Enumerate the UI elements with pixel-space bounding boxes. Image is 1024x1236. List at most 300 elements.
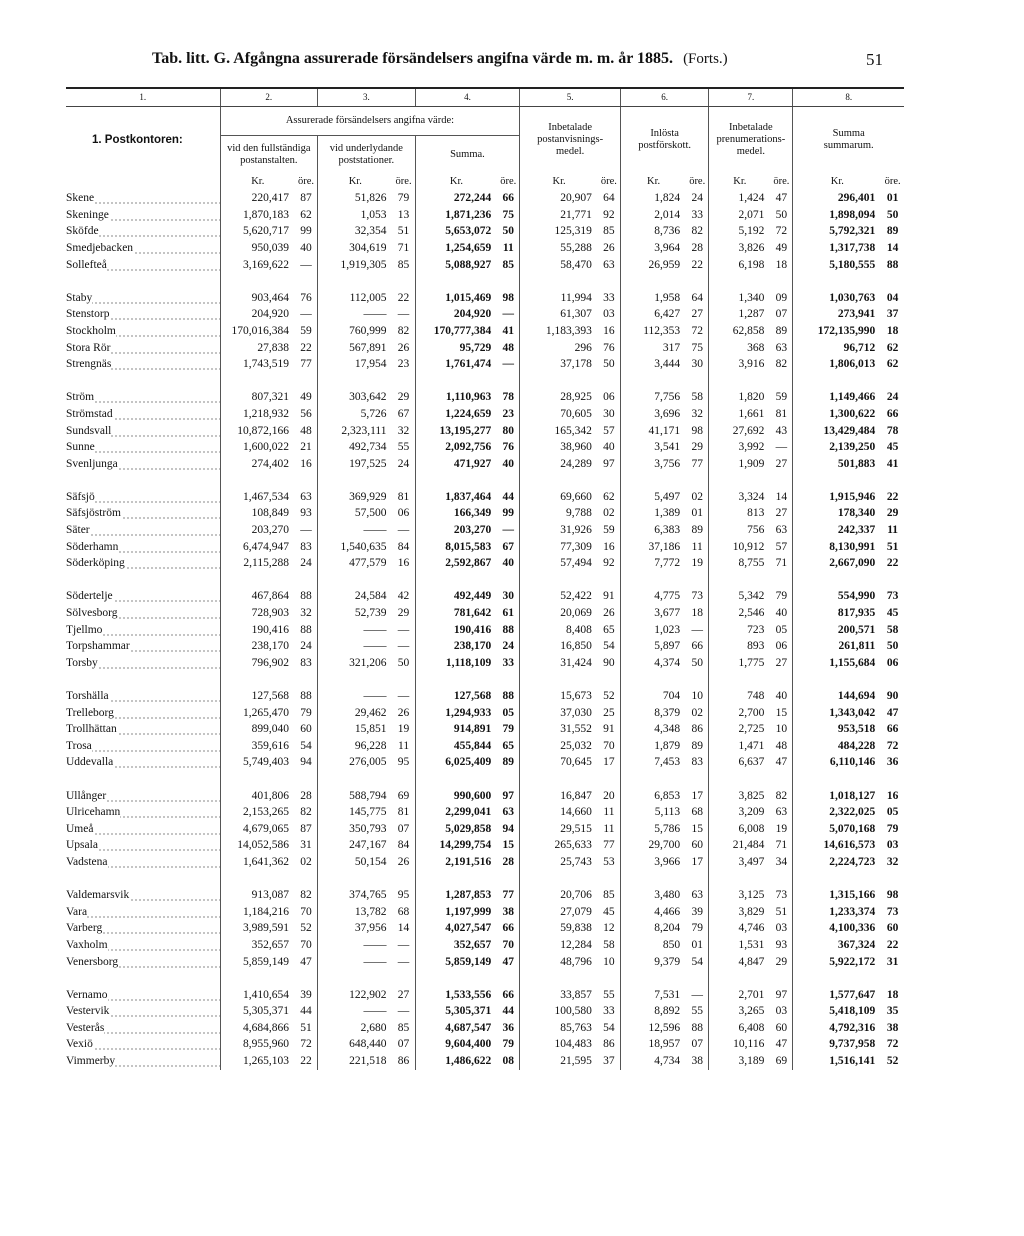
kronor-cell: 3,825 — [709, 788, 771, 805]
ore-cell: 50 — [886, 640, 899, 653]
kronor-cell: 2,323,111 — [318, 423, 393, 440]
kronor-cell: 96,712 — [793, 340, 881, 357]
ore-cell: 89 — [691, 524, 703, 537]
kronor-cell: 352,657 — [415, 937, 497, 954]
ore-cell: 51 — [397, 225, 410, 238]
ore-cell: 64 — [691, 291, 703, 304]
ore-cell: 55 — [397, 441, 410, 454]
kronor-cell: 3,696 — [620, 406, 686, 423]
kronor-cell: 20,069 — [520, 605, 598, 622]
table-row — [66, 738, 904, 755]
table-row — [66, 804, 904, 821]
ore-cell: 05 — [886, 806, 899, 819]
kronor-cell: 850 — [620, 937, 686, 954]
postkontor-name-text: Vernamo — [66, 988, 108, 1001]
kronor-cell: 5,792,321 — [793, 223, 881, 240]
kronor-cell: 26,959 — [620, 257, 686, 274]
ore-cell: 50 — [397, 656, 410, 669]
ore-cell: 30 — [691, 358, 703, 371]
ore-cell: 33 — [603, 1005, 615, 1018]
ore-cell: 73 — [775, 889, 788, 902]
kronor-cell: 247,167 — [318, 837, 393, 854]
postkontor-name-text: Vesterås — [66, 1021, 105, 1034]
kronor-cell: 125,319 — [520, 223, 598, 240]
kronor-cell: 12,284 — [520, 937, 598, 954]
postkontor-name — [66, 788, 220, 805]
unit-kr: Kr. — [709, 174, 771, 191]
kronor-cell: 11,994 — [520, 290, 598, 307]
ore-cell: 70 — [300, 938, 312, 951]
table-row — [66, 539, 904, 556]
ore-cell: 08 — [502, 1055, 515, 1068]
kronor-cell: 14,616,573 — [793, 837, 881, 854]
postkontor-name-text: Ullånger — [66, 789, 107, 802]
ore-cell: 44 — [502, 490, 515, 503]
kronor-cell: 1,184,216 — [220, 904, 295, 921]
kronor-cell: 304,619 — [318, 240, 393, 257]
ore-cell: 72 — [886, 1038, 899, 1051]
postkontor-name-text: Söderhamn — [66, 540, 119, 553]
ore-cell: 58 — [691, 391, 703, 404]
kronor-cell: 100,580 — [520, 1003, 598, 1020]
postkontor-name — [66, 522, 220, 539]
kronor-cell: 990,600 — [415, 788, 497, 805]
postkontor-name — [66, 240, 220, 257]
table-row — [66, 937, 904, 954]
ore-cell: 24 — [300, 557, 312, 570]
ore-cell: 97 — [775, 988, 788, 1001]
kronor-cell: 5,342 — [709, 588, 771, 605]
postkontor-name — [66, 937, 220, 954]
kronor-cell: 1,300,622 — [793, 406, 881, 423]
ore-cell: — — [300, 258, 312, 271]
kronor-cell: 2,014 — [620, 207, 686, 224]
kronor-cell: 165,342 — [520, 423, 598, 440]
postkontor-name-text: Säfsjöström — [66, 507, 121, 520]
ore-cell: 11 — [887, 524, 899, 537]
kronor-cell: 29,700 — [620, 837, 686, 854]
kronor-cell: 4,348 — [620, 721, 686, 738]
kronor-cell: 61,307 — [520, 306, 598, 323]
kronor-cell: 1,410,654 — [220, 987, 295, 1004]
ore-cell: 91 — [603, 590, 615, 603]
kronor-cell: 197,525 — [318, 456, 393, 473]
ore-cell: 35 — [886, 1005, 899, 1018]
unit-ore: öre. — [689, 175, 706, 187]
ore-cell: 31 — [886, 955, 899, 968]
kronor-cell: 14,660 — [520, 804, 598, 821]
postkontor-name — [66, 290, 220, 307]
table-row — [66, 705, 904, 722]
kronor-cell: 10,116 — [709, 1036, 771, 1053]
kronor-cell: 276,005 — [318, 754, 393, 771]
ore-cell: 66 — [502, 922, 515, 935]
ore-cell: 86 — [397, 1055, 410, 1068]
ore-cell: 98 — [691, 424, 703, 437]
postkontor-name-text: Vara — [66, 905, 88, 918]
table-row — [66, 323, 904, 340]
kronor-cell: 1,233,374 — [793, 904, 881, 921]
kronor-cell: 1,317,738 — [793, 240, 881, 257]
kronor-cell: 6,408 — [709, 1020, 771, 1037]
unit-ore: öre. — [395, 175, 412, 187]
ore-cell: 77 — [502, 889, 515, 902]
postkontor-name — [66, 406, 220, 423]
kronor-cell: 3,992 — [709, 439, 771, 456]
kronor-cell: 1,183,393 — [520, 323, 598, 340]
ore-cell: 20 — [603, 789, 615, 802]
kronor-cell: —— — [318, 1003, 393, 1020]
postkontor-name — [66, 207, 220, 224]
kronor-cell: 903,464 — [220, 290, 295, 307]
kronor-cell: 15,851 — [318, 721, 393, 738]
ore-cell: 52 — [886, 1055, 899, 1068]
ore-cell: 54 — [603, 640, 615, 653]
ore-cell: 25 — [603, 706, 615, 719]
ore-cell: — — [397, 955, 410, 968]
ore-cell: 82 — [691, 225, 703, 238]
kronor-cell: 1,224,659 — [415, 406, 497, 423]
table-row — [66, 754, 904, 771]
ore-cell: — — [397, 690, 410, 702]
title-forts: (Forts.) — [683, 51, 728, 67]
kronor-cell: 817,935 — [793, 605, 881, 622]
ore-cell: 39 — [691, 905, 703, 918]
table-row — [66, 406, 904, 423]
ore-cell: 53 — [603, 855, 615, 868]
ore-cell: 47 — [775, 756, 788, 769]
ore-cell: 17 — [691, 855, 703, 868]
ore-cell: 76 — [603, 341, 615, 354]
postkontor-name-text: Torsby — [66, 656, 98, 669]
postkontor-name — [66, 705, 220, 722]
ore-cell: 02 — [691, 490, 703, 503]
kronor-cell: 2,700 — [709, 705, 771, 722]
kronor-cell: 8,204 — [620, 920, 686, 937]
table-row — [66, 356, 904, 373]
postkontor-name — [66, 306, 220, 323]
ore-cell: 34 — [775, 855, 788, 868]
ore-cell: 81 — [775, 407, 788, 420]
table-row — [66, 605, 904, 622]
kronor-cell: 3,265 — [709, 1003, 771, 1020]
postkontor-name-text: Söderköping — [66, 557, 125, 570]
table-row — [66, 837, 904, 854]
postkontor-name — [66, 423, 220, 440]
ore-cell: 87 — [300, 192, 312, 205]
unit-ore: öre. — [500, 175, 517, 187]
ore-cell: — — [397, 1005, 410, 1018]
ore-cell: 14 — [397, 922, 410, 935]
kronor-cell: 492,449 — [415, 588, 497, 605]
unit-kr: Kr. — [620, 174, 686, 191]
summa-heading: Summa. — [415, 135, 520, 174]
kronor-cell: 554,990 — [793, 588, 881, 605]
ore-cell: 54 — [603, 1021, 615, 1034]
kronor-cell: 1,340 — [709, 290, 771, 307]
ore-cell: — — [502, 358, 515, 371]
ore-cell: 77 — [691, 457, 703, 470]
ore-cell: 89 — [502, 756, 515, 769]
ore-cell: — — [300, 524, 312, 537]
kronor-cell: 25,743 — [520, 854, 598, 871]
postkontor-name-text: Sköfde — [66, 225, 99, 238]
ore-cell: 32 — [886, 855, 899, 868]
table-row — [66, 622, 904, 639]
kronor-cell: 6,110,146 — [793, 754, 881, 771]
group-gap — [66, 572, 904, 589]
ore-cell: 82 — [397, 324, 410, 337]
ore-cell: 94 — [502, 822, 515, 835]
ore-cell: 29 — [775, 955, 788, 968]
ore-cell: 69 — [775, 1055, 788, 1068]
ore-cell: 06 — [886, 656, 899, 669]
colnum-7: 7. — [709, 88, 793, 106]
ore-cell: 69 — [397, 789, 410, 802]
kronor-cell: 12,596 — [620, 1020, 686, 1037]
ore-cell: 02 — [603, 507, 615, 520]
kronor-cell: 21,484 — [709, 837, 771, 854]
kronor-cell: 9,788 — [520, 505, 598, 522]
kronor-cell: 5,180,555 — [793, 257, 881, 274]
kronor-cell: 1,467,534 — [220, 489, 295, 506]
kronor-cell: 455,844 — [415, 738, 497, 755]
ore-cell: 78 — [502, 391, 515, 404]
ore-cell: 19 — [691, 557, 703, 570]
kronor-cell: 2,139,250 — [793, 439, 881, 456]
kronor-cell: 16,847 — [520, 788, 598, 805]
group-gap — [66, 871, 904, 888]
ore-cell: — — [397, 938, 410, 951]
ore-cell: 51 — [886, 540, 899, 553]
kronor-cell: 1,149,466 — [793, 389, 881, 406]
kronor-cell: 59,838 — [520, 920, 598, 937]
ore-cell: 30 — [603, 407, 615, 420]
kronor-cell: 5,749,403 — [220, 754, 295, 771]
ore-cell: 79 — [300, 706, 312, 719]
kronor-cell: 3,209 — [709, 804, 771, 821]
kronor-cell: 4,679,065 — [220, 821, 295, 838]
ore-cell: 01 — [691, 938, 703, 951]
kronor-cell: 1,531 — [709, 937, 771, 954]
postkontor-name-text: Tjellmo — [66, 623, 103, 636]
ore-cell: 73 — [691, 590, 703, 603]
table-row — [66, 854, 904, 871]
ore-cell: 11 — [502, 241, 514, 254]
unit-kr: Kr. — [520, 174, 598, 191]
ore-cell: 39 — [300, 988, 312, 1001]
kronor-cell: 3,916 — [709, 356, 771, 373]
fullstandiga-heading: vid den fullständiga postanstalten. — [220, 135, 318, 174]
kronor-cell: 95,729 — [415, 340, 497, 357]
kronor-cell: 70,645 — [520, 754, 598, 771]
kronor-cell: 127,568 — [415, 688, 497, 705]
ore-cell: 89 — [691, 739, 703, 752]
kronor-cell: 3,497 — [709, 854, 771, 871]
table-row — [66, 920, 904, 937]
ore-cell: 63 — [300, 490, 312, 503]
ore-cell: 24 — [502, 640, 515, 653]
kronor-cell: 5,029,858 — [415, 821, 497, 838]
ore-cell: 27 — [775, 507, 788, 520]
kronor-cell: 122,902 — [318, 987, 393, 1004]
kronor-cell: 4,792,316 — [793, 1020, 881, 1037]
ore-cell: 50 — [691, 656, 703, 669]
postkontor-name — [66, 257, 220, 274]
ore-cell: 91 — [603, 723, 615, 736]
ore-cell: 05 — [502, 706, 515, 719]
table-row — [66, 954, 904, 971]
kronor-cell: 1,870,183 — [220, 207, 295, 224]
postkontor-name — [66, 539, 220, 556]
postkontor-name-text: Sundsvall — [66, 424, 112, 437]
kronor-cell: 3,966 — [620, 854, 686, 871]
ore-cell: 26 — [397, 855, 410, 868]
postkontor-name — [66, 223, 220, 240]
ore-cell: 22 — [886, 557, 899, 570]
ore-cell: 37 — [886, 308, 899, 321]
ore-cell: 63 — [691, 889, 703, 902]
kronor-cell: 6,198 — [709, 257, 771, 274]
postkontor-name — [66, 505, 220, 522]
kronor-cell: 1,516,141 — [793, 1053, 881, 1070]
kronor-cell: 1,915,946 — [793, 489, 881, 506]
ore-cell: 92 — [603, 557, 615, 570]
kronor-cell: 33,857 — [520, 987, 598, 1004]
kronor-cell: 1,110,963 — [415, 389, 497, 406]
kronor-cell: 172,135,990 — [793, 323, 881, 340]
kronor-cell: 221,518 — [318, 1053, 393, 1070]
ore-cell: 49 — [300, 391, 312, 404]
ore-cell: 85 — [603, 225, 615, 238]
ore-cell: 60 — [691, 839, 703, 852]
postkontor-name-text: Torpshammar — [66, 640, 130, 653]
kronor-cell: 756 — [709, 522, 771, 539]
kronor-cell: 1,265,470 — [220, 705, 295, 722]
ore-cell: 41 — [502, 324, 515, 337]
kronor-cell: 1,155,684 — [793, 655, 881, 672]
kronor-cell: 3,189 — [709, 1053, 771, 1070]
kronor-cell: 648,440 — [318, 1036, 393, 1053]
kronor-cell: 1,118,109 — [415, 655, 497, 672]
page-number: 51 — [866, 50, 883, 69]
ore-cell: 14 — [775, 490, 788, 503]
ore-cell: 23 — [397, 358, 410, 371]
ore-cell: 62 — [603, 490, 615, 503]
kronor-cell: 6,427 — [620, 306, 686, 323]
ore-cell: 47 — [300, 955, 312, 968]
ore-cell: 36 — [502, 1021, 515, 1034]
ore-cell: 97 — [502, 789, 515, 802]
kronor-cell: 296 — [520, 340, 598, 357]
ore-cell: — — [397, 623, 410, 636]
ore-cell: 16 — [603, 324, 615, 337]
ore-cell: 75 — [502, 208, 515, 221]
kronor-cell: 144,694 — [793, 688, 881, 705]
ore-cell: 17 — [603, 756, 615, 769]
kronor-cell: 52,422 — [520, 588, 598, 605]
kronor-cell: 1,871,236 — [415, 207, 497, 224]
kronor-cell: 1,879 — [620, 738, 686, 755]
ore-cell: 71 — [397, 241, 410, 254]
kronor-cell: 3,444 — [620, 356, 686, 373]
ore-cell: 86 — [691, 723, 703, 736]
table-row — [66, 821, 904, 838]
ore-cell: 68 — [691, 806, 703, 819]
kronor-cell: 96,228 — [318, 738, 393, 755]
postkontor-name — [66, 340, 220, 357]
kronor-cell: 1,287,853 — [415, 887, 497, 904]
ore-cell: 10 — [775, 723, 788, 736]
kronor-cell: 4,374 — [620, 655, 686, 672]
postkontor-name — [66, 655, 220, 672]
ore-cell: 83 — [691, 756, 703, 769]
kronor-cell: 2,299,041 — [415, 804, 497, 821]
ore-cell: 51 — [300, 1021, 312, 1034]
inbetalade-postanvisning-heading: Inbetalade postanvisnings-medel. — [520, 106, 621, 174]
ore-cell: 40 — [502, 557, 515, 570]
postkontor-name-text: Ström — [66, 391, 95, 404]
ore-cell: 07 — [397, 822, 410, 835]
kronor-cell: —— — [318, 622, 393, 639]
postkontor-name — [66, 489, 220, 506]
ore-cell: — — [502, 308, 515, 321]
kronor-cell: 10,912 — [709, 539, 771, 556]
kronor-cell: 4,746 — [709, 920, 771, 937]
postkontor-name-text: Torshälla — [66, 690, 109, 702]
ore-cell: 40 — [502, 457, 515, 470]
ore-cell: 66 — [886, 407, 899, 420]
summa-summarum-heading: Summa summarum. — [793, 106, 904, 174]
ore-cell: 72 — [691, 324, 703, 337]
table-row — [66, 1036, 904, 1053]
ore-cell: 21 — [300, 441, 312, 454]
kronor-cell: 1,577,647 — [793, 987, 881, 1004]
kronor-cell: 2,115,288 — [220, 555, 295, 572]
kronor-cell: 5,113 — [620, 804, 686, 821]
ore-cell: 24 — [886, 391, 899, 404]
kronor-cell: 567,891 — [318, 340, 393, 357]
ore-cell: 04 — [886, 291, 899, 304]
postkontoren-heading: 1. Postkontoren: — [92, 133, 183, 146]
kronor-cell: 1,018,127 — [793, 788, 881, 805]
ore-cell: 07 — [775, 308, 788, 321]
table-row — [66, 522, 904, 539]
kronor-cell: 1,743,519 — [220, 356, 295, 373]
kronor-cell: 359,616 — [220, 738, 295, 755]
ore-cell: 90 — [603, 656, 615, 669]
kronor-cell: 1,287 — [709, 306, 771, 323]
table-row — [66, 257, 904, 274]
kronor-cell: 704 — [620, 688, 686, 705]
kronor-cell: 13,195,277 — [415, 423, 497, 440]
postkontor-name-text: Vaxholm — [66, 938, 108, 951]
kronor-cell: —— — [318, 522, 393, 539]
unit-ore: öre. — [600, 175, 617, 187]
ore-cell: 50 — [603, 358, 615, 371]
kronor-cell: 24,584 — [318, 588, 393, 605]
kronor-cell: 1,254,659 — [415, 240, 497, 257]
ore-cell: 01 — [886, 192, 899, 205]
kronor-cell: 5,897 — [620, 638, 686, 655]
assurerade-heading: Assurerade försändelsers angifna värde: — [220, 106, 520, 135]
ore-cell: 15 — [502, 839, 515, 852]
ore-cell: 84 — [397, 540, 410, 553]
kronor-cell: 5,653,072 — [415, 223, 497, 240]
kronor-cell: 9,604,400 — [415, 1036, 497, 1053]
postkontor-name — [66, 821, 220, 838]
ore-cell: — — [691, 623, 703, 636]
